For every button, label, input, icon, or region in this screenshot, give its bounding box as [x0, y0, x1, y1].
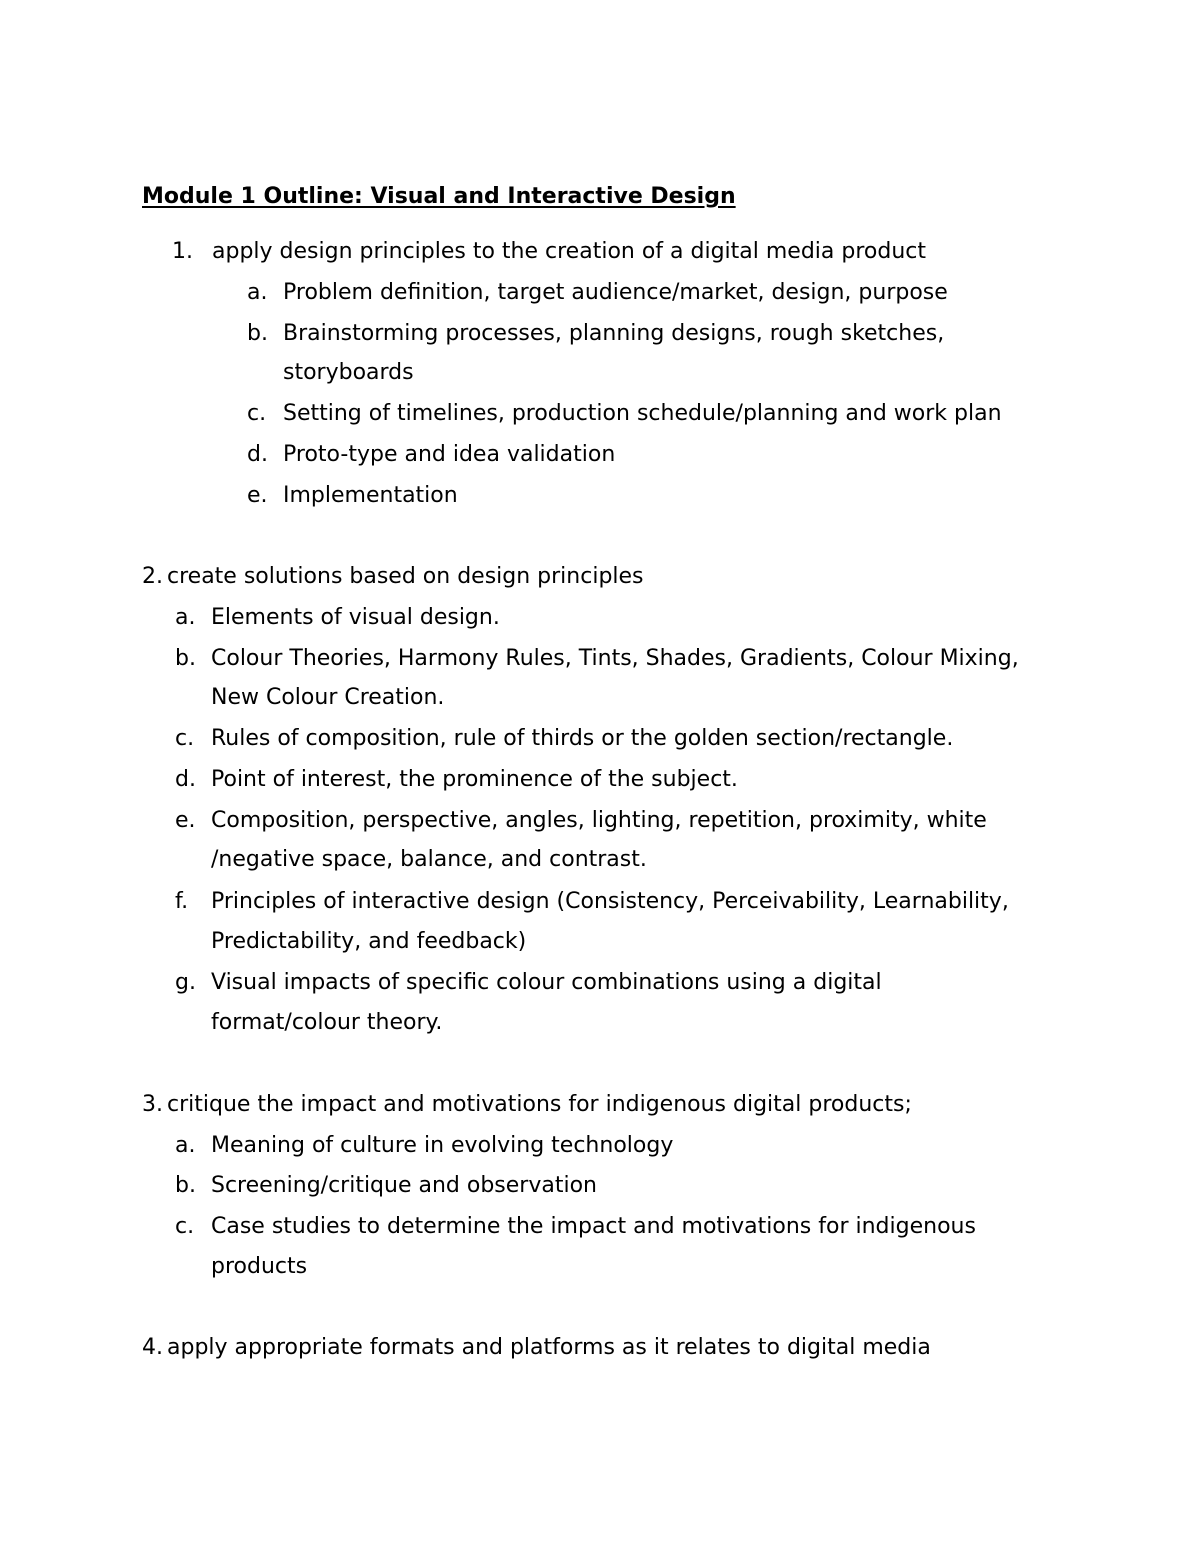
list-item	[175, 963, 882, 1003]
list-item	[175, 598, 500, 638]
item-marker: a.	[247, 280, 268, 305]
item-marker: e.	[247, 483, 268, 508]
section-text: create solutions based on design principles	[167, 564, 644, 589]
item-text: Setting of timelines, production schedule/planning and work plan	[283, 401, 1002, 426]
item-text: Point of interest, the prominence of the subject.	[211, 767, 738, 792]
item-marker: d.	[247, 442, 268, 467]
item-text: Case studies to determine the impact and motivations for indigenous	[211, 1214, 976, 1239]
item-continuation: /negative space, balance, and contrast.	[211, 847, 647, 872]
list-item	[175, 882, 1009, 922]
item-text: Implementation	[283, 483, 458, 508]
section-3-heading	[142, 1085, 912, 1125]
list-item	[175, 1166, 597, 1206]
item-marker: c.	[175, 1214, 195, 1239]
section-2-heading	[142, 557, 644, 597]
document-title: Module 1 Outline: Visual and Interactive Design	[142, 184, 736, 209]
item-continuation: format/colour theory.	[211, 1010, 443, 1035]
list-item	[175, 1126, 673, 1166]
item-marker: a.	[175, 605, 196, 630]
item-text: Screening/critique and observation	[211, 1173, 597, 1198]
item-text: Principles of interactive design (Consistency, Perceivability, Learnability,	[211, 889, 1009, 914]
list-item	[175, 760, 738, 800]
item-marker: e.	[175, 808, 196, 833]
item-continuation: Predictability, and feedback)	[211, 929, 527, 954]
item-text: Rules of composition, rule of thirds or the golden section/rectangle.	[211, 726, 954, 751]
item-marker: f.	[175, 889, 189, 914]
section-text: apply appropriate formats and platforms as it relates to digital media	[167, 1335, 931, 1360]
item-marker: b.	[175, 646, 196, 671]
section-marker: 1.	[172, 239, 193, 264]
list-item	[175, 639, 1019, 679]
section-marker: 3.	[142, 1092, 163, 1117]
section-marker: 2.	[142, 564, 163, 589]
list-item	[175, 801, 987, 841]
item-text: Composition, perspective, angles, lighting, repetition, proximity, white	[211, 808, 987, 833]
list-item	[247, 476, 458, 516]
item-marker: d.	[175, 767, 196, 792]
item-text: Meaning of culture in evolving technology	[211, 1133, 674, 1158]
item-text: Brainstorming processes, planning designs, rough sketches,	[283, 321, 945, 346]
item-text: Visual impacts of specific colour combinations using a digital	[211, 970, 882, 995]
item-text: Problem definition, target audience/market, design, purpose	[283, 280, 948, 305]
item-text: Colour Theories, Harmony Rules, Tints, Shades, Gradients, Colour Mixing,	[211, 646, 1019, 671]
list-item	[247, 435, 615, 475]
section-text: critique the impact and motivations for indigenous digital products;	[167, 1092, 912, 1117]
item-marker: g.	[175, 970, 196, 995]
item-continuation: storyboards	[283, 360, 414, 385]
list-item	[247, 314, 944, 354]
item-marker: b.	[175, 1173, 196, 1198]
list-item	[247, 394, 1002, 434]
list-item	[247, 273, 948, 313]
list-item	[175, 1207, 976, 1247]
item-marker: c.	[175, 726, 195, 751]
item-continuation: New Colour Creation.	[211, 685, 445, 710]
item-text: Proto-type and idea validation	[283, 442, 616, 467]
item-marker: c.	[247, 401, 267, 426]
item-marker: a.	[175, 1133, 196, 1158]
item-text: Elements of visual design.	[211, 605, 500, 630]
list-item	[175, 719, 953, 759]
item-continuation: products	[211, 1254, 308, 1279]
section-4-heading	[142, 1328, 931, 1368]
section-1-heading	[172, 232, 926, 272]
section-text: apply design principles to the creation of a digital media product	[212, 239, 927, 264]
item-marker: b.	[247, 321, 268, 346]
section-marker: 4.	[142, 1335, 163, 1360]
